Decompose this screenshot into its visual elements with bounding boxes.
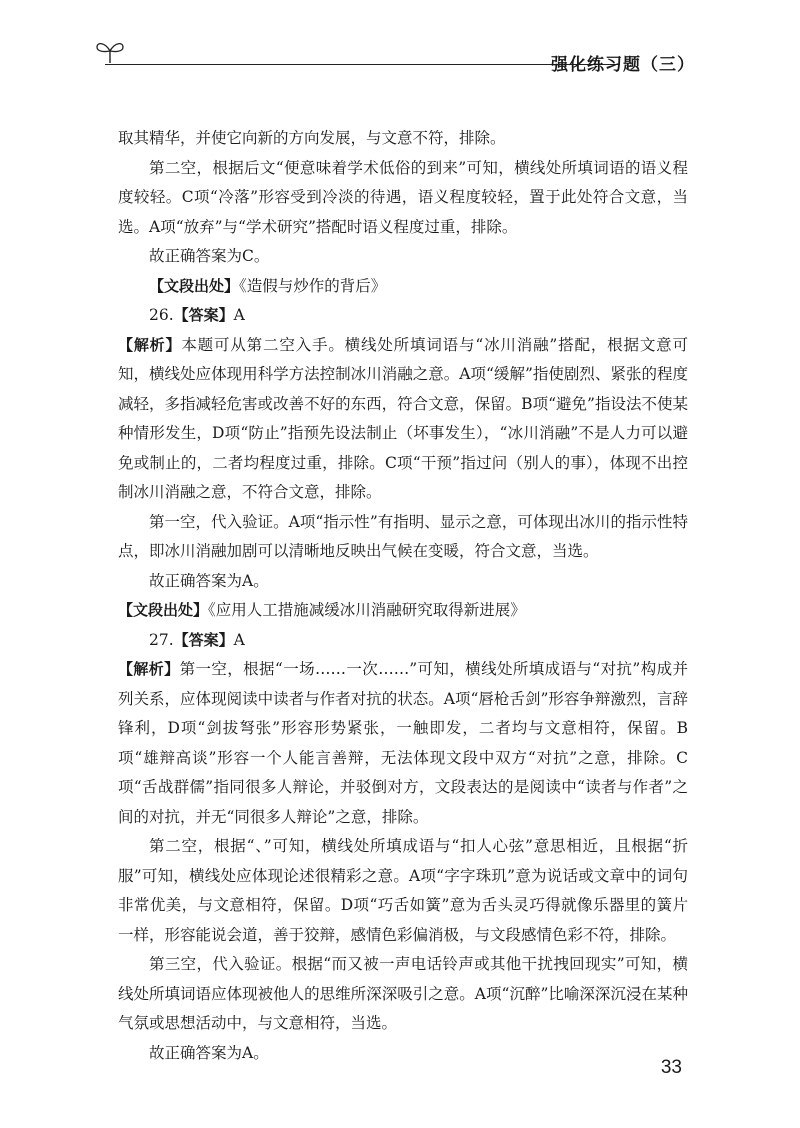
source-tag: 【文段出处】 <box>118 601 209 619</box>
analysis-text: 本题可从第二空入手。横线处所填词语与“冰川消融”搭配，根据文意可知，横线处应体现用科学方法控制冰川消融之意。A项“缓解”指使剧烈、紧张的程度减轻，多指减轻危害或改善不好的东西，符合文意，保留。B项“避免”指设法不使某种情形发生，D项“防止”指预先设法制止（坏事发生），“冰川消融”不是人力可以避免或制止的，二者均程度过重，排除。C项“干预”指过问（别人的事），体现不出控制冰川消融之意，不符合文意，排除。 <box>118 335 688 501</box>
header-rule <box>105 64 620 65</box>
paragraph: 第一空，代入验证。A项“指示性”有指明、显示之意，可体现出冰川的指示性特点，即冰川消融加剧可以清晰地反映出气候在变暖，符合文意，当选。 <box>118 512 688 560</box>
source-title: 《应用人工措施减缓冰川消融研究取得新进展》 <box>208 601 526 619</box>
analysis-paragraph <box>118 331 688 508</box>
sprout-icon <box>95 38 125 64</box>
paragraph: 取其精华，并使它向新的方向发展，与文意不符，排除。 <box>118 129 506 147</box>
page-header <box>95 36 695 76</box>
analysis-text: 第一空，根据“一场……一次……”可知，横线处所填成语与“对抗”构成并列关系，应体现阅读中读者与作者对抗的状态。A项“唇枪舌剑”形容争辩激烈，言辞锋利，D项“剑拔弩张”形容形势紧张，一触即发，二者均与文意相符，保留。B项“雄辩高谈”形容一个人能言善辩，无法体现文段中双方“对抗”之意，排除。C项“舌战群儒”指同很多人辩论，并驳倒对方，文段表达的是阅读中“读者与作者”之间的对抗，并无“同很多人辩论”之意，排除。 <box>118 660 688 826</box>
paragraph: 第二空，根据“、”可知，横线处所填成语与“扣人心弦”意思相近，且根据“折服”可知，横线处应体现论述很精彩之意。A项“字字珠玑”意为说话或文章中的词句非常优美，与文意相符，保留。D项“巧舌如簧”意为舌头灵巧得就像乐器里的簧片一样，形容能说会道，善于狡辩，感情色彩偏消极，与文段感情色彩不符，排除。 <box>118 837 688 944</box>
paragraph: 故正确答案为A。 <box>149 571 269 590</box>
answer-line-27 <box>118 626 688 656</box>
analysis-paragraph <box>118 655 688 832</box>
answer-value: A <box>233 306 245 324</box>
answer-value: A <box>233 630 245 649</box>
source-title: 《造假与炒作的背后》 <box>239 276 387 295</box>
page-number: 33 <box>660 1057 682 1078</box>
paragraph: 第三空，代入验证。根据“而又被一声电话铃声或其他干扰拽回现实”可知，横线处所填词语应体现被他人的思维所深深吸引之意。A项“沉醉”比喻深深沉浸在某种气氛或思想活动中，与文意相符，当选。 <box>118 955 688 1032</box>
source-line <box>118 596 688 626</box>
question-number: 26. <box>149 306 174 324</box>
paragraph: 故正确答案为A。 <box>149 1043 269 1062</box>
answer-tag: 【答案】 <box>173 630 234 649</box>
paragraph: 故正确答案为C。 <box>149 247 270 265</box>
paragraph: 第二空，根据后文“便意味着学术低俗的到来”可知，横线处所填词语的语义程度较轻。C项“冷落”形容受到冷淡的待遇，语义程度较轻，置于此处符合文意，当选。A项“放弃”与“学术研究”搭配时语义程度过重，排除。 <box>118 158 688 236</box>
page-content <box>118 124 688 1068</box>
answer-tag: 【答案】 <box>173 306 234 324</box>
source-line <box>118 272 688 302</box>
answer-line-26 <box>118 301 688 331</box>
analysis-tag: 【解析】 <box>118 335 182 354</box>
source-tag: 【文段出处】 <box>149 276 240 295</box>
question-number: 27. <box>149 630 174 649</box>
analysis-tag: 【解析】 <box>118 660 180 678</box>
running-head: 强化练习题（三） <box>551 55 695 75</box>
